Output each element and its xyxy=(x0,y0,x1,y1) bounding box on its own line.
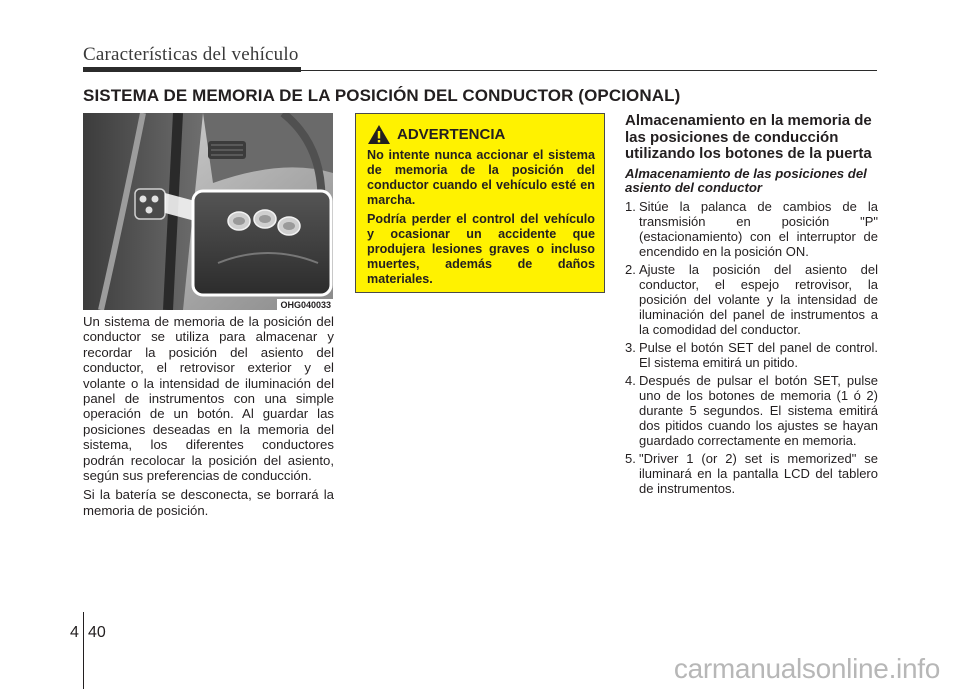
footer-chapter-number: 4 xyxy=(70,624,79,641)
step-number: 2. xyxy=(625,261,636,277)
step-number: 3. xyxy=(625,339,636,355)
section-heading: SISTEMA DE MEMORIA DE LA POSICIÓN DEL CONDUCTOR (OPCIONAL) xyxy=(83,86,681,105)
list-item xyxy=(625,340,878,370)
warning-title: ADVERTENCIA xyxy=(397,126,506,143)
steps-list xyxy=(625,199,878,496)
list-item xyxy=(625,451,878,496)
header-rule-thin xyxy=(301,70,877,71)
footer-divider xyxy=(83,612,84,689)
step-text: Pulse el botón SET del panel de control. El sistema emitirá un pitido. xyxy=(639,339,878,370)
warning-triangle-icon xyxy=(367,124,391,145)
intro-paragraph: Un sistema de memoria de la posición del conductor se utiliza para almacenar y recordar la posición del asiento del conductor, el retrovisor exterior y el volante o la intensidad de iluminación del panel de instrumentos con una simple operación de un botón. Al guardar las posiciones deseadas en la memoria del sistema, los diferentes conductores podrán recolocar la posición del asiento, según sus preferencias de conducción. xyxy=(83,314,334,484)
door-panel-illustration xyxy=(83,113,333,310)
list-item xyxy=(625,199,878,259)
list-item xyxy=(625,262,878,337)
step-text: Después de pulsar el botón SET, pulse uno de los botones de memoria (1 ó 2) durante 5 segundos. El sistema emitirá dos pitidos cuando los ajustes se hayan guardado correctamente en memoria. xyxy=(639,372,878,448)
instructions-heading: Almacenamiento en la memoria de las posiciones de conducción utilizando los botones de la puerta xyxy=(625,112,872,163)
instructions-column xyxy=(625,113,878,499)
step-number: 1. xyxy=(625,198,636,214)
warning-box xyxy=(355,113,605,293)
battery-note-paragraph: Si la batería se desconecta, se borrará la memoria de posición. xyxy=(83,487,334,518)
warning-header xyxy=(367,124,595,145)
footer-page-number: 40 xyxy=(88,624,106,641)
step-text: Ajuste la posición del asiento del conductor, el espejo retrovisor, la posición del volante y la intensidad de iluminación del panel de instrumentos a la comodidad del conductor. xyxy=(639,261,878,337)
warning-paragraph: No intente nunca accionar el sistema de memoria de la posición del conductor cuando el vehículo esté en marcha. xyxy=(367,148,595,207)
warning-paragraph: Podría perder el control del vehículo y ocasionar un accidente que produjera lesiones graves o incluso muertes, además de daños materiales. xyxy=(367,212,595,286)
step-number: 5. xyxy=(625,450,636,466)
list-item xyxy=(625,373,878,448)
intro-text xyxy=(83,314,334,522)
door-memory-buttons-figure xyxy=(83,113,333,310)
instructions-subheading: Almacenamiento de las posiciones del asiento del conductor xyxy=(625,165,867,196)
figure-code: OHG040033 xyxy=(277,299,333,310)
step-number: 4. xyxy=(625,372,636,388)
chapter-title: Características del vehículo xyxy=(83,44,299,65)
header-rule-thick xyxy=(83,67,301,72)
watermark: carmanualsonline.info xyxy=(673,653,940,684)
step-text: "Driver 1 (or 2) set is memorized" se iluminará en la pantalla LCD del tablero de instrumentos. xyxy=(639,450,878,496)
step-text: Sitúe la palanca de cambios de la transmisión en posición "P" (estacionamiento) con el interruptor de encendido en la posición ON. xyxy=(639,198,878,259)
